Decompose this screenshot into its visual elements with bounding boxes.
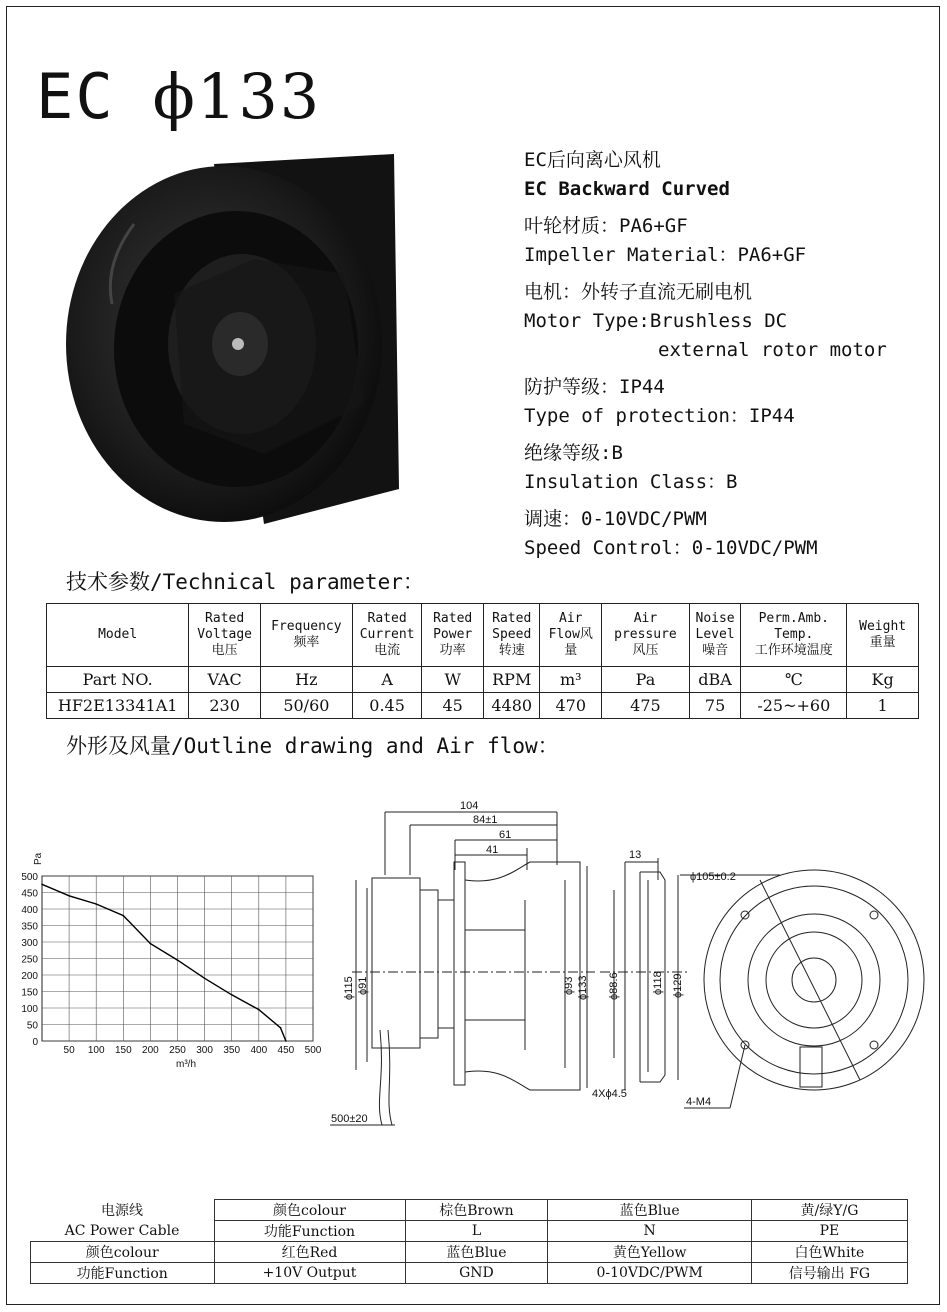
outline-heading: 外形及风量/Outline drawing and Air flow： [66, 734, 559, 758]
spec-protection-en: Type of protection：IP44 [524, 405, 795, 427]
curve-point [204, 978, 206, 980]
spec-protection-cn: 防护等级：IP44 [524, 376, 665, 398]
value-model: HF2E13341A1 [47, 693, 189, 719]
y-tick-label: 300 [21, 938, 38, 949]
dim-88: ϕ88.6 [608, 972, 620, 1000]
ac-function: N [548, 1221, 751, 1242]
spec-insulation-cn: 绝缘等级:B [524, 442, 623, 464]
y-tick-label: 50 [26, 1020, 38, 1032]
ctl-function: +10V Output [214, 1263, 405, 1284]
dim-41: 41 [486, 844, 499, 856]
value-voltage: 230 [189, 693, 261, 719]
value-power: 45 [422, 693, 484, 719]
header-line: 风压 [632, 643, 659, 658]
dim-61: 61 [499, 829, 512, 841]
header-line: Voltage [197, 627, 253, 642]
curve-point [68, 895, 70, 897]
header-line: Air [633, 611, 658, 626]
unit-voltage: VAC [189, 667, 261, 693]
ac-colour-label: 颜色colour [214, 1200, 405, 1221]
value-speed: 4480 [483, 693, 540, 719]
airflow-curve [42, 884, 286, 1041]
ctl-colour: 蓝色Blue [405, 1242, 548, 1263]
header-weight [847, 604, 919, 667]
ac-function: PE [751, 1221, 907, 1242]
header-line: Rated [433, 611, 473, 626]
header-line: 功率 [439, 643, 466, 658]
header-line: 频率 [293, 635, 320, 650]
y-axis-label: Pa [33, 852, 44, 865]
header-line: pressure [614, 627, 677, 642]
dim-holes: 4Xϕ4.5 [592, 1088, 627, 1100]
unit-pressure: Pa [602, 667, 690, 693]
x-tick-label: 100 [87, 1045, 105, 1056]
spec-list [524, 146, 887, 563]
spec-impeller-cn: 叶轮材质：PA6+GF [524, 215, 688, 237]
dim-84: 84±1 [473, 814, 498, 826]
unit-current: A [352, 667, 422, 693]
header-line: Rated [367, 611, 407, 626]
spec-motor-en2: external rotor motor [658, 339, 887, 361]
header-line: Temp. [774, 627, 814, 642]
dim-104: 104 [460, 800, 479, 812]
value-weight: 1 [847, 693, 919, 719]
x-tick-label: 200 [142, 1045, 159, 1056]
header-line: 电流 [374, 643, 401, 658]
cable-table [30, 1199, 908, 1284]
header-model [47, 604, 189, 667]
dim-91: ϕ91 [357, 976, 369, 995]
dim-105: ϕ105±0.2 [690, 871, 736, 883]
unit-model: Part NO. [47, 667, 189, 693]
x-tick-label: 350 [223, 1045, 241, 1056]
technical-heading: 技术参数/Technical parameter： [66, 570, 424, 594]
y-tick-label: 450 [21, 888, 38, 900]
dim-m4: 4-M4 [686, 1096, 712, 1108]
x-tick-label: 150 [114, 1045, 132, 1056]
y-tick-label: 150 [21, 987, 38, 999]
y-tick-label: 400 [21, 905, 38, 916]
product-title [36, 62, 321, 132]
header-voltage [189, 604, 261, 667]
spec-motor-en: Motor Type:Brushless DC [524, 310, 788, 332]
header-line: Noise [695, 611, 735, 626]
unit-airflow: m³ [540, 667, 602, 693]
ac-colour: 黄/绿Y/G [751, 1200, 907, 1221]
header-pressure [602, 604, 690, 667]
ctl-colour: 黄色Yellow [548, 1242, 751, 1263]
unit-noise: dBA [689, 667, 740, 693]
y-tick-label: 250 [21, 954, 38, 966]
ctl-function: GND [405, 1263, 548, 1284]
spec-motor-cn: 电机：外转子直流无刷电机 [524, 281, 753, 303]
curve-point [231, 994, 233, 996]
ac-colour: 蓝色Blue [548, 1200, 751, 1221]
spec-type-en: EC Backward Curved [524, 178, 730, 200]
ac-function: L [405, 1221, 548, 1242]
unit-frequency: Hz [260, 667, 352, 693]
header-line: Frequency [271, 619, 342, 634]
curve-point [280, 1027, 282, 1029]
curve-point [177, 959, 179, 961]
x-tick-label: 50 [63, 1045, 75, 1056]
title-size: ϕ133 [152, 60, 322, 133]
power-cable-en: AC Power Cable [64, 1222, 180, 1239]
header-line: 电压 [211, 643, 238, 658]
value-pressure: 475 [602, 693, 690, 719]
header-line: Perm.Amb. [758, 611, 830, 626]
header-line: 工作环境温度 [754, 643, 833, 658]
header-noise [689, 604, 740, 667]
dim-13: 13 [629, 849, 642, 861]
header-temperature [741, 604, 847, 667]
header-speed [483, 604, 540, 667]
ctl-function: 信号输出 FG [751, 1263, 907, 1284]
technical-table [46, 603, 919, 719]
y-tick-label: 200 [21, 971, 38, 982]
ctl-colour-label: 颜色colour [31, 1242, 215, 1263]
x-tick-label: 400 [250, 1045, 268, 1056]
x-tick-label: 500 [304, 1045, 322, 1056]
value-frequency: 50/60 [260, 693, 352, 719]
curve-point [123, 915, 125, 917]
curve-point [95, 903, 97, 905]
power-cable-cn: 电源线 [101, 1203, 143, 1219]
ac-function-label: 功能Function [214, 1221, 405, 1242]
round-view [680, 870, 924, 1108]
spec-type-cn: EC后向离心风机 [524, 149, 661, 171]
outline-drawing [0, 790, 947, 1150]
header-frequency [260, 604, 352, 667]
y-tick-label: 100 [21, 1004, 38, 1015]
spec-speed-cn: 调速：0-10VDC/PWM [524, 508, 707, 530]
header-line: Rated [205, 611, 245, 626]
header-line: 噪音 [702, 643, 729, 658]
spec-insulation-en: Insulation Class：B [524, 471, 738, 493]
header-line: 转速 [498, 643, 525, 658]
curve-point [150, 943, 152, 945]
ctl-function-label: 功能Function [31, 1263, 215, 1284]
y-tick-label: 500 [21, 872, 38, 883]
header-line: Speed [492, 627, 532, 642]
ctl-colour: 红色Red [214, 1242, 405, 1263]
value-noise: 75 [689, 693, 740, 719]
value-current: 0.45 [352, 693, 422, 719]
header-line: 量 [564, 643, 578, 658]
header-line: Weight [859, 619, 907, 634]
unit-power: W [422, 667, 484, 693]
header-power [422, 604, 484, 667]
header-airflow [540, 604, 602, 667]
header-line: Flow风 [548, 627, 593, 642]
curve-point [258, 1009, 260, 1011]
header-line: Model [98, 627, 138, 642]
x-tick-label: 300 [196, 1045, 213, 1056]
x-tick-label: 450 [277, 1045, 295, 1056]
header-current [352, 604, 422, 667]
ctl-colour: 白色White [751, 1242, 907, 1263]
dim-115: ϕ115 [343, 976, 355, 1000]
fan-photo [64, 144, 444, 534]
curve-point [285, 1040, 287, 1042]
header-line: Current [359, 627, 415, 642]
dim-133: ϕ133 [577, 975, 589, 1000]
header-line: Air [559, 611, 583, 626]
dim-cable: 500±20 [331, 1113, 368, 1125]
unit-weight: Kg [847, 667, 919, 693]
side-view [330, 812, 595, 1125]
x-tick-label: 250 [169, 1045, 186, 1056]
value-airflow: 470 [540, 693, 602, 719]
spec-impeller-en: Impeller Material：PA6+GF [524, 244, 807, 266]
header-line: Rated [492, 611, 532, 626]
title-prefix: EC [36, 60, 115, 133]
y-tick-label: 350 [21, 921, 38, 933]
header-line: Power [433, 627, 473, 642]
header-line: 重量 [869, 635, 896, 650]
header-line: Level [695, 627, 735, 642]
unit-temperature: ℃ [741, 667, 847, 693]
dim-118: ϕ118 [652, 971, 664, 995]
curve-point [41, 883, 43, 885]
dim-93: ϕ93 [563, 976, 575, 995]
y-tick-label: 0 [32, 1037, 38, 1048]
spec-speed-en: Speed Control：0-10VDC/PWM [524, 537, 818, 559]
ctl-function: 0-10VDC/PWM [548, 1263, 751, 1284]
dim-129: ϕ129 [672, 973, 684, 998]
airflow-chart [21, 852, 321, 1070]
unit-speed: RPM [483, 667, 540, 693]
value-temperature: -25~+60 [741, 693, 847, 719]
x-axis-label: m³/h [176, 1059, 196, 1070]
ac-colour: 棕色Brown [405, 1200, 548, 1221]
